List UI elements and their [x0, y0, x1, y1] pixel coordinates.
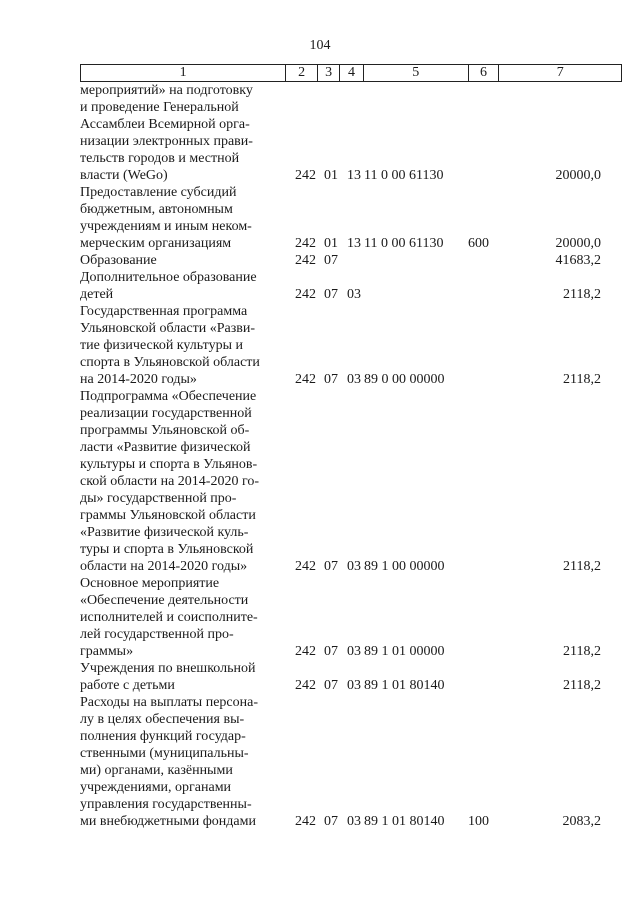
- row-cell-col-2: 242: [295, 168, 316, 183]
- description-line: туры и спорта в Ульяновской: [80, 542, 254, 557]
- row-cell-col-5: 89 1 00 00000: [364, 559, 445, 574]
- row-cell-col-4: 03: [347, 678, 361, 693]
- description-line: граммы»: [80, 644, 134, 659]
- description-line: Ассамблеи Всемирной орга-: [80, 117, 250, 132]
- row-cell-col-2: 242: [295, 236, 316, 251]
- description-line: исполнителей и соисполните-: [80, 610, 258, 625]
- description-line: Основное мероприятие: [80, 576, 220, 591]
- description-line: области на 2014-2020 годы»: [80, 559, 248, 574]
- description-line: ми внебюджетными фондами: [80, 814, 256, 829]
- description-line: культуры и спорта в Ульянов-: [80, 457, 258, 472]
- table-row: [80, 82, 622, 184]
- header-col-5: 5: [363, 65, 468, 81]
- row-description: [80, 269, 285, 303]
- row-cell-col-2: 242: [295, 372, 316, 387]
- description-line: полнения функций государ-: [80, 729, 246, 744]
- row-cell-col-7: 20000,0: [555, 236, 601, 251]
- description-line: учреждениям и иным неком-: [80, 219, 252, 234]
- description-line: мероприятий» на подготовку: [80, 83, 253, 98]
- description-line: Дополнительное образование: [80, 270, 257, 285]
- row-cell-col-3: 01: [324, 168, 338, 183]
- row-cell-col-5: 89 1 01 80140: [364, 678, 445, 693]
- description-line: реализации государственной: [80, 406, 252, 421]
- row-description: [80, 82, 285, 184]
- description-line: мерческим организациям: [80, 236, 232, 251]
- row-cell-col-5: 11 0 00 61130: [364, 168, 444, 183]
- description-line: ми) органами, казёнными: [80, 763, 233, 778]
- budget-table: [80, 64, 622, 830]
- description-line: граммы Ульяновской области: [80, 508, 256, 523]
- row-description: [80, 252, 285, 269]
- row-cell-col-2: 242: [295, 644, 316, 659]
- row-cell-col-3: 07: [324, 372, 338, 387]
- row-cell-col-4: 03: [347, 644, 361, 659]
- table-body: [80, 82, 622, 830]
- description-line: Государственная программа: [80, 304, 248, 319]
- description-line: бюджетным, автономным: [80, 202, 233, 217]
- description-line: Предоставление субсидий: [80, 185, 237, 200]
- row-cell-col-3: 07: [324, 559, 338, 574]
- description-line: тельств городов и местной: [80, 151, 240, 166]
- row-cell-col-7: 2118,2: [563, 559, 601, 574]
- row-cell-col-7: 2118,2: [563, 678, 601, 693]
- row-cell-col-3: 07: [324, 287, 338, 302]
- row-cell-col-6: 600: [468, 236, 489, 251]
- description-line: Ульяновской области «Разви-: [80, 321, 256, 336]
- description-line: и проведение Генеральной: [80, 100, 239, 115]
- description-line: программы Ульяновской об-: [80, 423, 250, 438]
- row-description: [80, 694, 285, 830]
- row-cell-col-7: 2118,2: [563, 287, 601, 302]
- row-cell-col-5: 89 1 01 80140: [364, 814, 445, 829]
- row-cell-col-5: 11 0 00 61130: [364, 236, 444, 251]
- description-line: тие физической культуры и: [80, 338, 243, 353]
- table-row: [80, 575, 622, 660]
- description-line: работе с детьми: [80, 678, 175, 693]
- row-cell-col-2: 242: [295, 559, 316, 574]
- row-cell-col-3: 01: [324, 236, 338, 251]
- row-cell-col-3: 07: [324, 644, 338, 659]
- table-row: [80, 694, 622, 830]
- row-description: [80, 660, 285, 694]
- row-cell-col-5: 89 1 01 00000: [364, 644, 445, 659]
- row-description: [80, 388, 285, 575]
- row-cell-col-4: 03: [347, 372, 361, 387]
- header-col-2: 2: [285, 65, 317, 81]
- table-row: [80, 184, 622, 252]
- header-col-3: 3: [317, 65, 339, 81]
- row-cell-col-2: 242: [295, 814, 316, 829]
- description-line: учреждениями, органами: [80, 780, 232, 795]
- description-line: Учреждения по внешкольной: [80, 661, 256, 676]
- row-cell-col-4: 03: [347, 287, 361, 302]
- header-col-1: 1: [179, 65, 187, 80]
- row-cell-col-4: 13: [347, 236, 361, 251]
- page-number: 104: [309, 38, 331, 53]
- row-cell-col-7: 41683,2: [555, 253, 601, 268]
- description-line: детей: [80, 287, 114, 302]
- description-line: Подпрограмма «Обеспечение: [80, 389, 257, 404]
- row-cell-col-5: 89 0 00 00000: [364, 372, 445, 387]
- description-line: «Обеспечение деятельности: [80, 593, 249, 608]
- row-cell-col-3: 07: [324, 678, 338, 693]
- description-line: низации электронных прави-: [80, 134, 253, 149]
- header-col-7: 7: [498, 65, 621, 81]
- row-cell-col-2: 242: [295, 678, 316, 693]
- row-cell-col-3: 07: [324, 814, 338, 829]
- description-line: ской области на 2014-2020 го-: [80, 474, 260, 489]
- description-line: лей государственной про-: [80, 627, 234, 642]
- row-description: [80, 303, 285, 388]
- row-cell-col-4: 13: [347, 168, 361, 183]
- row-cell-col-3: 07: [324, 253, 338, 268]
- description-line: ласти «Развитие физической: [80, 440, 251, 455]
- row-cell-col-7: 2083,2: [562, 814, 601, 829]
- description-line: ственными (муниципальны-: [80, 746, 249, 761]
- description-line: ды» государственной про-: [80, 491, 237, 506]
- row-cell-col-7: 2118,2: [563, 644, 601, 659]
- description-line: власти (WeGo): [80, 168, 168, 183]
- description-line: «Развитие физической куль-: [80, 525, 249, 540]
- description-line: на 2014-2020 годы»: [80, 372, 197, 387]
- description-line: Расходы на выплаты персона-: [80, 695, 258, 710]
- row-cell-col-2: 242: [295, 287, 316, 302]
- description-line: спорта в Ульяновской области: [80, 355, 260, 370]
- row-cell-col-4: 03: [347, 559, 361, 574]
- row-cell-col-7: 2118,2: [563, 372, 601, 387]
- row-cell-col-4: 03: [347, 814, 361, 829]
- description-line: управления государственны-: [80, 797, 252, 812]
- row-description: [80, 184, 285, 252]
- table-row: [80, 303, 622, 388]
- header-col-4: 4: [339, 65, 363, 81]
- table-header: [80, 64, 622, 82]
- row-description: [80, 575, 285, 660]
- row-cell-col-7: 20000,0: [555, 168, 601, 183]
- row-cell-col-6: 100: [468, 814, 489, 829]
- description-line: лу в целях обеспечения вы-: [80, 712, 245, 727]
- table-row: [80, 660, 622, 694]
- table-row: [80, 252, 622, 269]
- description-line: Образование: [80, 253, 157, 268]
- row-cell-col-2: 242: [295, 253, 316, 268]
- header-col-6: 6: [468, 65, 499, 81]
- table-row: [80, 388, 622, 575]
- table-row: [80, 269, 622, 303]
